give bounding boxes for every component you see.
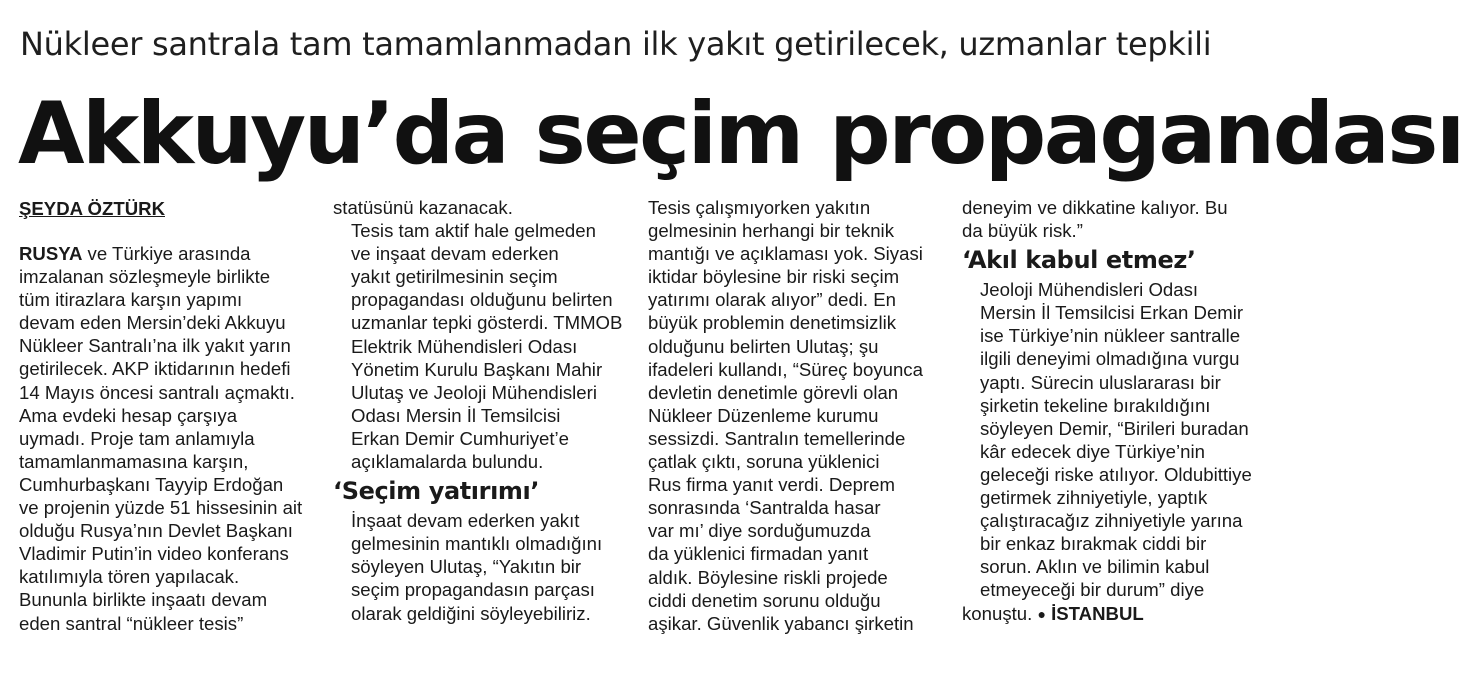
article-column-1 (19, 196, 311, 635)
article-column-2 (333, 196, 625, 625)
text-line: yaptı. Sürecin uluslararası bir (980, 371, 1221, 393)
text-line: kâr edecek diye Türkiye’nin (980, 440, 1205, 462)
text-line: Nükleer Düzenleme kurumu (648, 404, 879, 426)
text-line: geleceği riske atılıyor. Oldubittiye (980, 463, 1252, 485)
text-line: çalıştıracağız zihniyetiyle yarına (980, 510, 1243, 532)
text-line: sorun. Aklın ve bilimin kabul (980, 556, 1210, 578)
text-line: büyük problemin denetimsizlik (648, 312, 897, 334)
article-paragraph (962, 196, 1254, 242)
text-line: ve projenin yüzde 51 hissesinin ait (19, 497, 303, 519)
text-line: bir enkaz bırakmak ciddi bir (980, 533, 1207, 555)
text-line: gelmesinin herhangi bir teknik (648, 220, 894, 242)
text-line: da büyük risk.” (962, 220, 1083, 242)
text-line: aşikar. Güvenlik yabancı şirketin (648, 612, 914, 634)
article-closing-line (962, 602, 1254, 626)
text-line: imzalanan sözleşmeyle birlikte (19, 266, 271, 288)
dateline: İSTANBUL (1051, 602, 1144, 624)
text-line: tüm itirazlara karşın yapımı (19, 289, 243, 311)
article-paragraph (648, 196, 940, 635)
text-line: 14 Mayıs öncesi santralı açmaktı. (19, 381, 295, 403)
text-line: var mı’ diye sorduğumuzda (648, 520, 871, 542)
text-line: olduğu Rusya’nın Devlet Başkanı (19, 520, 293, 542)
text-line: da yüklenici firmadan yanıt (648, 543, 869, 565)
text-line: katılımıyla tören yapılacak. (19, 566, 240, 588)
text-line: Tesis tam aktif hale gelmeden (351, 220, 596, 242)
text-line: Jeoloji Mühendisleri Odası (980, 279, 1199, 301)
text-line: Elektrik Mühendisleri Odası (351, 335, 578, 357)
text-line: devletin denetimle görevli olan (648, 381, 899, 403)
text-line: Mersin İl Temsilcisi Erkan Demir (980, 302, 1244, 324)
text-line: Ama evdeki hesap çarşıya (19, 404, 238, 426)
text-line: aldık. Böylesine riskli projede (648, 566, 888, 588)
text-line: sonrasında ‘Santralda hasar (648, 497, 881, 519)
text-line: Rus firma yanıt verdi. Deprem (648, 474, 895, 496)
article-paragraph (962, 278, 1254, 601)
text-line: konuştu. ● İSTANBUL (962, 602, 1144, 624)
author-byline: ŞEYDA ÖZTÜRK (19, 198, 165, 219)
text-line: seçim propagandasın parçası (351, 579, 595, 601)
bullet-icon: ● (1037, 605, 1046, 622)
text-line: etmeyeceği bir durum” diye (980, 579, 1205, 601)
text-line: uzmanlar tepki gösterdi. TMMOB (351, 312, 623, 334)
text-line: Bununla birlikte inşaatı devam (19, 589, 268, 611)
text-line: olduğunu belirten Ulutaş; şu (648, 335, 879, 357)
text-line: ve inşaat devam ederken (351, 243, 559, 265)
text-line: uymadı. Proje tam anlamıyla (19, 427, 255, 449)
text-line: Tesis çalışmıyorken yakıtın (648, 197, 871, 218)
text-line: Ulutaş ve Jeoloji Mühendisleri (351, 381, 597, 403)
text-line: söyleyen Demir, “Birileri buradan (980, 417, 1249, 439)
text-line: Nükleer Santralı’na ilk yakıt yarın (19, 335, 291, 357)
text-line: statüsünü kazanacak. (333, 197, 513, 218)
text-line: söyleyen Ulutaş, “Yakıtın bir (351, 556, 582, 578)
text-line: tamamlanmamasına karşın, (19, 450, 249, 472)
text-line: Yönetim Kurulu Başkanı Mahir (351, 358, 603, 380)
paragraph-lines (19, 265, 311, 635)
text-line: yakıt getirilmesinin seçim (351, 266, 558, 288)
text-line: sessizdi. Santralın temellerinde (648, 427, 906, 449)
section-subhead: ‘Akıl kabul etmez’ (962, 246, 1196, 275)
article-paragraph (19, 242, 311, 635)
text-line: ciddi denetim sorunu olduğu (648, 589, 881, 611)
text-line: mantığı ve açıklaması yok. Siyasi (648, 243, 923, 265)
text-line: propagandası olduğunu belirten (351, 289, 613, 311)
text-line: İnşaat devam ederken yakıt (351, 510, 580, 532)
text-line: ilgili deneyimi olmadığına vurgu (980, 348, 1240, 370)
text-line: açıklamalarda bulundu. (351, 451, 544, 473)
text-line: RUSYA ve Türkiye arasında (19, 243, 251, 264)
lead-word: RUSYA (19, 243, 83, 264)
article-kicker: Nükleer santrala tam tamamlanmadan ilk yakıt getirilecek, uzmanlar tepkili (20, 25, 1212, 63)
text-line: getirilecek. AKP iktidarının hedefi (19, 358, 291, 380)
text-line: Erkan Demir Cumhuriyet’e (351, 427, 570, 449)
article-headline: Akkuyu’da seçim propagandası (18, 84, 1463, 184)
article-paragraph (333, 196, 625, 219)
text-line: iktidar böylesine bir riski seçim (648, 266, 900, 288)
text-line: gelmesinin mantıklı olmadığını (351, 533, 603, 555)
article-column-3 (648, 196, 940, 635)
text-line: çatlak çıktı, soruna yüklenici (648, 451, 880, 473)
text-line: şirketin tekeline bırakıldığını (980, 394, 1211, 416)
text-line: Cumhurbaşkanı Tayyip Erdoğan (19, 473, 284, 495)
text-line: olarak geldiğini söyleyebiliriz. (351, 602, 591, 624)
text-line: yatırımı olarak alıyor” dedi. En (648, 289, 897, 311)
article-paragraph (333, 219, 625, 473)
text-line: Vladimir Putin’in video konferans (19, 543, 289, 565)
article-column-4 (962, 196, 1254, 626)
text-line: deneyim ve dikkatine kalıyor. Bu (962, 197, 1228, 218)
text-line: Odası Mersin İl Temsilcisi (351, 404, 561, 426)
text-line: getirmek zihniyetiyle, yaptık (980, 487, 1208, 509)
text-line: devam eden Mersin’deki Akkuyu (19, 312, 286, 334)
section-subhead: ‘Seçim yatırımı’ (333, 477, 540, 506)
text-line: ifadeleri kullandı, “Süreç boyunca (648, 358, 923, 380)
text-line: ise Türkiye’nin nükleer santralle (980, 325, 1241, 347)
article-paragraph (333, 509, 625, 624)
text-line: eden santral “nükleer tesis” (19, 612, 244, 634)
